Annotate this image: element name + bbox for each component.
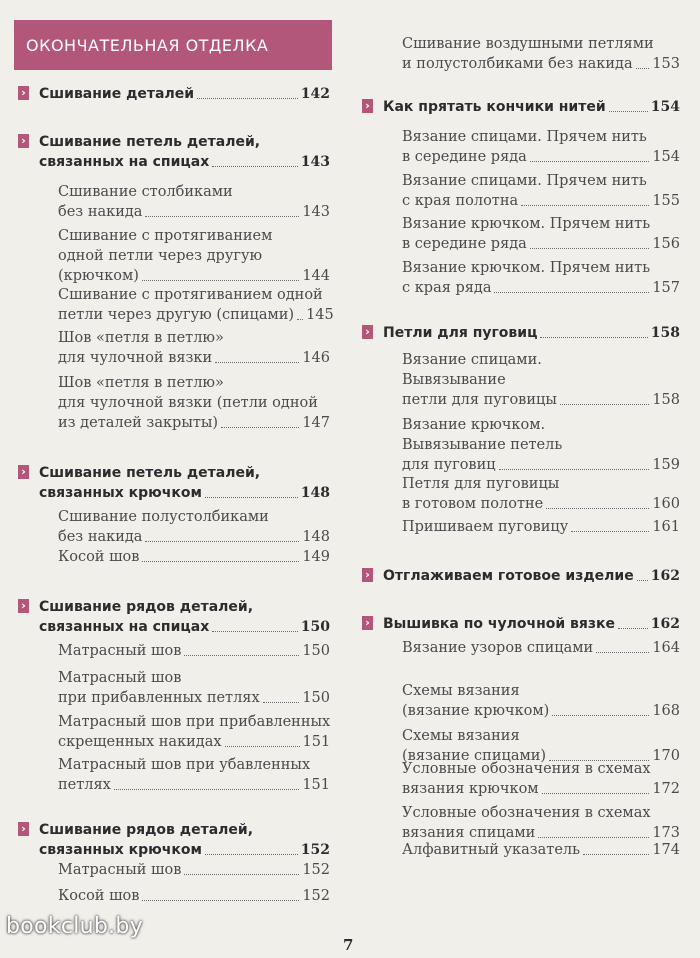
toc-entry-text: Условные обозначения в схемах bbox=[402, 761, 651, 777]
toc-page-number: 173 bbox=[652, 825, 680, 841]
toc-page-number: 174 bbox=[652, 842, 680, 858]
toc-entry-text: с края ряда bbox=[402, 280, 492, 296]
dot-leader bbox=[521, 191, 649, 206]
toc-section-entry bbox=[18, 820, 330, 860]
toc-subsection-entry bbox=[58, 712, 330, 752]
toc-page-number: 162 bbox=[650, 616, 680, 632]
section-marker-icon: › bbox=[18, 134, 29, 148]
toc-entry-text: вязания спицами bbox=[402, 825, 536, 841]
toc-page-number: 150 bbox=[300, 619, 330, 635]
toc-section-entry bbox=[362, 614, 680, 634]
toc-entry-text: Сшивание с протягиванием одной bbox=[58, 287, 323, 303]
toc-entry-text: Сшивание петель деталей, bbox=[39, 134, 261, 150]
toc-page-number: 158 bbox=[650, 325, 680, 341]
toc-page-number: 164 bbox=[652, 640, 680, 656]
toc-entry-text: в середине ряда bbox=[402, 149, 527, 165]
toc-subsection-entry bbox=[58, 373, 330, 433]
toc-entry-text: Матрасный шов bbox=[58, 670, 182, 686]
dot-leader bbox=[145, 527, 299, 542]
toc-entry-text: Матрасный шов bbox=[58, 862, 182, 878]
toc-entry-text: скрещенных накидах bbox=[58, 734, 222, 750]
toc-entry-text: Матрасный шов при прибавленных bbox=[58, 714, 331, 730]
toc-page-number: 160 bbox=[652, 496, 680, 512]
dot-leader bbox=[184, 860, 299, 875]
toc-entry-text: Условные обозначения в схемах bbox=[402, 805, 651, 821]
toc-subsection-entry bbox=[58, 886, 330, 906]
dot-leader bbox=[215, 348, 299, 363]
toc-entry-text: (вязание крючком) bbox=[402, 703, 550, 719]
toc-subsection-entry bbox=[58, 668, 330, 708]
dot-leader bbox=[530, 234, 650, 249]
toc-page-number: 145 bbox=[306, 307, 334, 323]
dot-leader bbox=[221, 413, 299, 428]
toc-entry-text: Вязание узоров спицами bbox=[402, 640, 594, 656]
toc-page-number: 154 bbox=[652, 149, 680, 165]
dot-leader bbox=[263, 688, 300, 703]
toc-entry-text: Петля для пуговицы bbox=[402, 476, 560, 492]
toc-entry-text: Сшивание с протягиванием bbox=[58, 228, 273, 244]
toc-entry-text: связанных на спицах bbox=[39, 619, 210, 635]
toc-subsection-entry bbox=[402, 214, 680, 254]
toc-entry-text: Пришиваем пуговицу bbox=[402, 519, 569, 535]
toc-entry-text: Сшивание полустолбиками bbox=[58, 509, 269, 525]
toc-page-number: 143 bbox=[300, 154, 330, 170]
toc-page-number: 170 bbox=[652, 748, 680, 764]
toc-entry-text: Вывязывание bbox=[402, 372, 506, 388]
toc-entry-text: без накида bbox=[58, 204, 143, 220]
toc-page-number: 168 bbox=[652, 703, 680, 719]
toc-entry-text: петли для пуговицы bbox=[402, 392, 557, 408]
toc-entry-text: для пуговиц bbox=[402, 457, 496, 473]
section-marker-icon: › bbox=[18, 822, 29, 836]
section-marker-icon: › bbox=[18, 599, 29, 613]
toc-page-number: 151 bbox=[302, 777, 330, 793]
toc-entry-text: Сшивание столбиками bbox=[58, 184, 233, 200]
toc-entry-text: Матрасный шов при убавленных bbox=[58, 757, 311, 773]
toc-subsection-entry bbox=[58, 328, 330, 368]
toc-subsection-entry bbox=[58, 641, 330, 661]
toc-subsection-entry bbox=[58, 507, 330, 547]
toc-page-number: 158 bbox=[652, 392, 680, 408]
toc-page-number: 161 bbox=[652, 519, 680, 535]
toc-subsection-entry bbox=[402, 638, 680, 658]
toc-entry-text: Косой шов bbox=[58, 549, 140, 565]
toc-subsection-entry bbox=[58, 755, 330, 795]
toc-entry-text: Вязание крючком. bbox=[402, 417, 546, 433]
section-marker-icon: › bbox=[18, 86, 29, 100]
toc-entry-text: одной петли через другую bbox=[58, 248, 263, 264]
dot-leader bbox=[142, 886, 299, 901]
dot-leader bbox=[583, 840, 649, 855]
toc-entry-text: связанных на спицах bbox=[39, 154, 210, 170]
toc-page-number: 143 bbox=[302, 204, 330, 220]
dot-leader bbox=[225, 732, 300, 747]
toc-subsection-entry bbox=[402, 517, 680, 537]
toc-section-entry bbox=[362, 97, 680, 117]
toc-entry-text: Матрасный шов bbox=[58, 643, 182, 659]
toc-section-entry bbox=[362, 566, 680, 586]
dot-leader bbox=[552, 701, 649, 716]
dot-leader bbox=[499, 455, 650, 470]
toc-page-number: 152 bbox=[302, 862, 330, 878]
toc-page-number: 157 bbox=[652, 280, 680, 296]
dot-leader bbox=[212, 617, 297, 632]
dot-leader bbox=[212, 152, 297, 167]
toc-entry-text: Вязание спицами. Прячем нить bbox=[402, 129, 647, 145]
toc-entry-text: при прибавленных петлях bbox=[58, 690, 260, 706]
toc-subsection-entry bbox=[402, 803, 680, 843]
toc-entry-text: и полустолбиками без накида bbox=[402, 56, 633, 72]
toc-page-number: 146 bbox=[302, 350, 330, 366]
toc-page-number: 152 bbox=[300, 842, 330, 858]
toc-page-number: 162 bbox=[650, 568, 680, 584]
dot-leader bbox=[142, 266, 299, 281]
section-marker-icon: › bbox=[362, 99, 373, 113]
toc-page-number: 172 bbox=[652, 781, 680, 797]
toc-entry-text: для чулочной вязки (петли одной bbox=[58, 395, 318, 411]
toc-section-entry bbox=[18, 132, 330, 172]
toc-subsection-entry bbox=[402, 34, 680, 74]
section-marker-icon: › bbox=[362, 616, 373, 630]
dot-leader bbox=[636, 54, 650, 69]
toc-entry-text: вязания крючком bbox=[402, 781, 539, 797]
toc-page-number: 151 bbox=[302, 734, 331, 750]
toc-page-number: 149 bbox=[302, 549, 330, 565]
page-number: 7 bbox=[343, 936, 354, 954]
toc-entry-text: без накида bbox=[58, 529, 143, 545]
toc-entry-text: Косой шов bbox=[58, 888, 140, 904]
dot-leader bbox=[142, 547, 299, 562]
toc-subsection-entry bbox=[402, 350, 680, 410]
dot-leader bbox=[197, 84, 298, 99]
toc-page-number: 142 bbox=[300, 86, 330, 102]
section-marker-icon: › bbox=[18, 465, 29, 479]
toc-entry-text: связанных крючком bbox=[39, 842, 202, 858]
toc-entry-text: Вывязывание петель bbox=[402, 437, 563, 453]
toc-entry-text: Сшивание воздушными петлями bbox=[402, 36, 654, 52]
dot-leader bbox=[596, 638, 649, 653]
toc-entry-text: связанных крючком bbox=[39, 485, 202, 501]
toc-entry-text: Шов «петля в петлю» bbox=[58, 375, 224, 391]
toc-subsection-entry bbox=[402, 415, 680, 475]
toc-entry-text: (крючком) bbox=[58, 268, 139, 284]
toc-page-number: 150 bbox=[302, 690, 330, 706]
toc-entry-text: Вязание спицами. bbox=[402, 352, 542, 368]
toc-subsection-entry bbox=[402, 171, 680, 211]
dot-leader bbox=[637, 566, 648, 581]
toc-page-number: 155 bbox=[652, 193, 680, 209]
toc-subsection-entry bbox=[402, 759, 680, 799]
toc-page-number: 144 bbox=[302, 268, 330, 284]
toc-entry-text: с края полотна bbox=[402, 193, 519, 209]
toc-subsection-entry bbox=[58, 182, 330, 222]
dot-leader bbox=[494, 278, 649, 293]
toc-entry-text: Отглаживаем готовое изделие bbox=[383, 568, 634, 584]
section-marker-icon: › bbox=[362, 325, 373, 339]
toc-entry-text: петлях bbox=[58, 777, 111, 793]
toc-section-entry bbox=[18, 463, 330, 503]
toc-subsection-entry bbox=[58, 285, 334, 325]
dot-leader bbox=[538, 823, 649, 838]
toc-entry-text: Алфавитный указатель bbox=[402, 842, 581, 858]
toc-subsection-entry bbox=[402, 258, 680, 298]
watermark: bookclub.by bbox=[6, 914, 144, 939]
toc-entry-text: Как прятать кончики нитей bbox=[383, 99, 606, 115]
toc-page-number: 154 bbox=[650, 99, 680, 115]
dot-leader bbox=[546, 494, 649, 509]
toc-section-entry bbox=[18, 597, 330, 637]
toc-page-number: 152 bbox=[302, 888, 330, 904]
toc-entry-text: Сшивание рядов деталей, bbox=[39, 599, 254, 615]
toc-entry-text: в середине ряда bbox=[402, 236, 527, 252]
dot-leader bbox=[145, 202, 299, 217]
dot-leader bbox=[618, 614, 648, 629]
toc-entry-text: из деталей закрыты) bbox=[58, 415, 219, 431]
dot-leader bbox=[571, 517, 649, 532]
toc-page-number: 159 bbox=[652, 457, 680, 473]
toc-page-number: 148 bbox=[300, 485, 330, 501]
dot-leader bbox=[540, 323, 647, 338]
toc-entry-text: Вязание спицами. Прячем нить bbox=[402, 173, 647, 189]
toc-section-entry bbox=[18, 84, 330, 104]
toc-subsection-entry bbox=[402, 840, 680, 860]
toc-section-entry bbox=[362, 323, 680, 343]
toc-subsection-entry bbox=[402, 681, 680, 721]
toc-entry-text: Схемы вязания bbox=[402, 683, 520, 699]
toc-entry-text: Шов «петля в петлю» bbox=[58, 330, 224, 346]
toc-subsection-entry bbox=[402, 127, 680, 167]
dot-leader bbox=[560, 390, 649, 405]
dot-leader bbox=[297, 305, 303, 320]
toc-subsection-entry bbox=[58, 547, 330, 567]
toc-page-number: 153 bbox=[652, 56, 680, 72]
dot-leader bbox=[205, 483, 298, 498]
dot-leader bbox=[205, 840, 298, 855]
toc-entry-text: Вышивка по чулочной вязке bbox=[383, 616, 616, 632]
section-header bbox=[14, 20, 332, 70]
toc-page-number: 156 bbox=[652, 236, 680, 252]
toc-subsection-entry bbox=[402, 474, 680, 514]
toc-subsection-entry bbox=[58, 860, 330, 880]
toc-entry-text: в готовом полотне bbox=[402, 496, 544, 512]
toc-entry-text: Вязание крючком. Прячем нить bbox=[402, 216, 651, 232]
toc-entry-text: Схемы вязания bbox=[402, 728, 520, 744]
dot-leader bbox=[542, 779, 650, 794]
toc-entry-text: Петли для пуговиц bbox=[383, 325, 538, 341]
dot-leader bbox=[114, 775, 300, 790]
toc-page-number: 147 bbox=[302, 415, 330, 431]
dot-leader bbox=[609, 97, 648, 112]
section-title: ОКОНЧАТЕЛЬНАЯ ОТДЕЛКА bbox=[26, 35, 269, 55]
toc-page-number: 150 bbox=[302, 643, 330, 659]
toc-entry-text: для чулочной вязки bbox=[58, 350, 213, 366]
toc-entry-text: Сшивание рядов деталей, bbox=[39, 822, 254, 838]
toc-page-number: 148 bbox=[302, 529, 330, 545]
toc-entry-text: Сшивание деталей bbox=[39, 86, 195, 102]
toc-entry-text: Сшивание петель деталей, bbox=[39, 465, 261, 481]
toc-subsection-entry bbox=[58, 226, 330, 286]
dot-leader bbox=[530, 147, 650, 162]
section-marker-icon: › bbox=[362, 568, 373, 582]
toc-entry-text: Вязание крючком. Прячем нить bbox=[402, 260, 651, 276]
toc-entry-text: (вязание спицами) bbox=[402, 748, 547, 764]
toc-entry-text: петли через другую (спицами) bbox=[58, 307, 295, 323]
dot-leader bbox=[184, 641, 299, 656]
